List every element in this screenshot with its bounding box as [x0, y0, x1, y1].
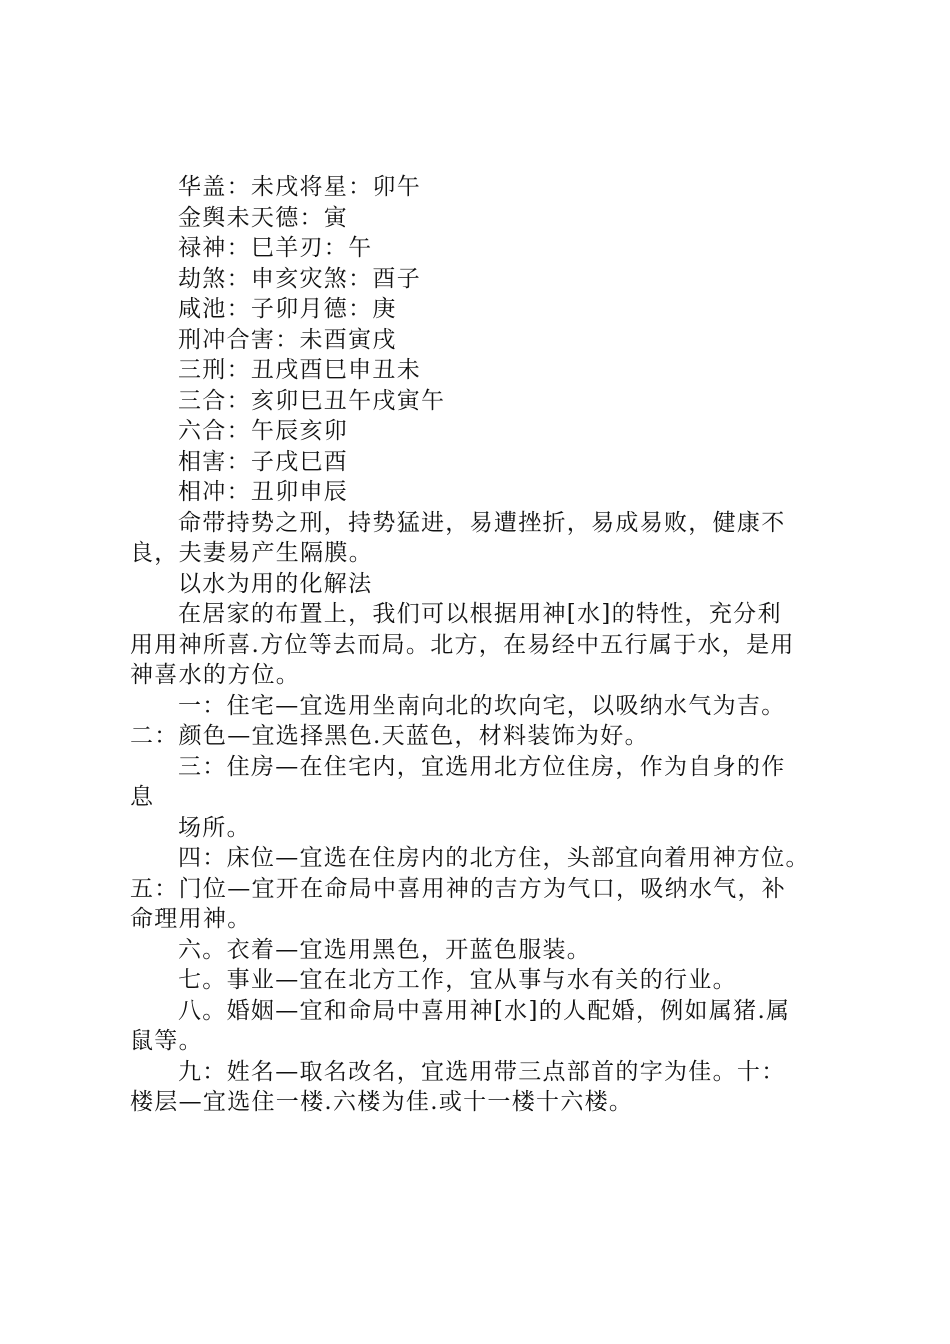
text-line: 以水为用的化解法 [178, 570, 373, 597]
text-line: 八。婚姻—宜和命局中喜用神[水]的人配婚，例如属猪.属 [178, 997, 791, 1024]
text-line: 场所。 [178, 814, 251, 841]
text-line: 三合：亥卯巳丑午戌寅午 [178, 387, 446, 414]
text-line: 六。衣着—宜选用黑色，开蓝色服装。 [178, 936, 592, 963]
text-line: 七。事业—宜在北方工作，宜从事与水有关的行业。 [178, 967, 737, 993]
text-line: 命带持势之刑，持势猛进，易遭挫折，易成易败，健康不 [178, 509, 786, 536]
text-line: 用用神所喜.方位等去而局。北方，在易经中五行属于水，是用 [130, 631, 795, 658]
text-line: 九：姓名—取名改名，宜选用带三点部首的字为佳。十： [178, 1058, 786, 1085]
text-line: 六合：午辰亥卯 [178, 418, 349, 444]
text-line: 五：门位—宜开在命局中喜用神的吉方为气口，吸纳水气，补 [130, 875, 787, 902]
text-line: 良，夫妻易产生隔膜。 [130, 540, 373, 566]
text-line: 在居家的布置上，我们可以根据用神[水]的特性，充分利 [178, 601, 782, 627]
text-line: 息 [130, 784, 155, 810]
text-line: 四：床位—宜选在住房内的北方住，头部宜向着用神方位。 [178, 845, 810, 871]
text-line: 三：住房—在住宅内，宜选用北方位住房，作为自身的作 [178, 753, 786, 780]
text-line: 劫煞：申亥灾煞：酉子 [178, 265, 421, 292]
text-line: 楼层—宜选住一楼.六楼为佳.或十一楼十六楼。 [130, 1089, 634, 1115]
text-line: 禄神：巳羊刃：午 [178, 235, 373, 261]
text-line: 华盖：未戌将星：卯午 [178, 174, 421, 200]
text-line: 相害：子戌巳酉 [178, 448, 349, 475]
text-line: 咸池：子卯月德：庚 [178, 296, 397, 322]
text-line: 相冲：丑卯申辰 [178, 479, 349, 505]
text-line: 命理用神。 [130, 906, 252, 932]
document-body [130, 172, 830, 1118]
text-line: 金舆未天德：寅 [178, 204, 349, 231]
text-line: 一：住宅—宜选用坐南向北的坎向宅，以吸纳水气为吉。 [178, 692, 786, 719]
text-line: 三刑：丑戌酉巳申丑未 [178, 357, 421, 383]
text-line: 刑冲合害：未酉寅戌 [178, 326, 397, 353]
text-line: 神喜水的方位。 [130, 662, 301, 688]
text-line: 鼠等。 [130, 1028, 203, 1054]
text-line: 二：颜色—宜选择黑色.天蓝色，材料装饰为好。 [130, 723, 649, 749]
